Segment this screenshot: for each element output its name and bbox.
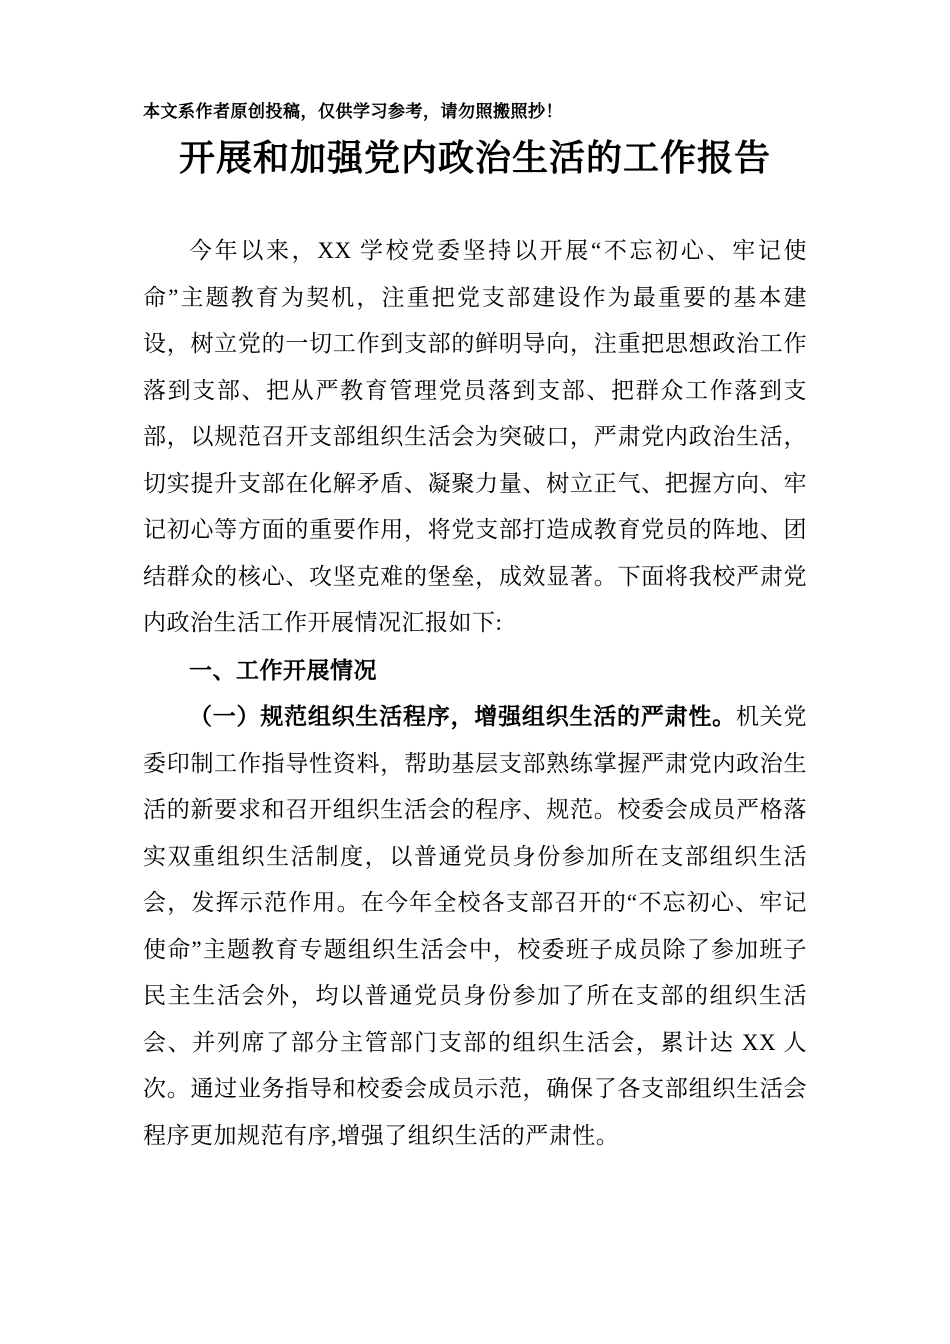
document-title: 开展和加强党内政治生活的工作报告 [178,138,771,178]
paragraph-intro: 今年以来，XX 学校党委坚持以开展“不忘初心、牢记使命”主题教育为契机，注重把党支部建设作为最重要的基本建设，树立党的一切工作到支部的鲜明导向，注重把思想政治工作落到支部、把从严教育管理党员落到支部、把群众工作落到支部，以规范召开支部组织生活会为突破口，严肃党内政治生活，切实提升支部在化解矛盾、凝聚力量、树立正气、把握方向、牢记初心等方面的重要作用，将党支部打造成教育党员的阵地、团结群众的核心、攻坚克难的堡垒，成效显著。下面将我校严肃党内政治生活工作开展情况汇报如下: [143,238,807,635]
paragraph-section-1-body: 机关党委印制工作指导性资料，帮助基层支部熟练掌握严肃党内政治生活的新要求和召开组织生活会的程序、规范。校委会成员严格落实双重组织生活制度，以普通党员身份参加所在支部组织生活会，发挥示范作用。在今年全校各支部召开的“不忘初心、牢记使命”主题教育专题组织生活会中，校委班子成员除了参加班子民主生活会外，均以普通党员身份参加了所在支部的组织生活会、并列席了部分主管部门支部的组织生活会，累计达 XX 人次。通过业务指导和校委会成员示范，确保了各支部组织生活会程序更加规范有序,增强了组织生活的严肃性。 [143,704,808,1148]
paragraph-section-1 [143,693,807,1159]
section-heading-work-progress: 一、工作开展情况 [189,656,377,683]
disclaimer-note: 本文系作者原创投稿，仅供学习参考，请勿照搬照抄！ [143,102,563,121]
paragraph-section-1-lead: （一）规范组织生活程序，增强组织生活的严肃性。 [189,703,736,729]
